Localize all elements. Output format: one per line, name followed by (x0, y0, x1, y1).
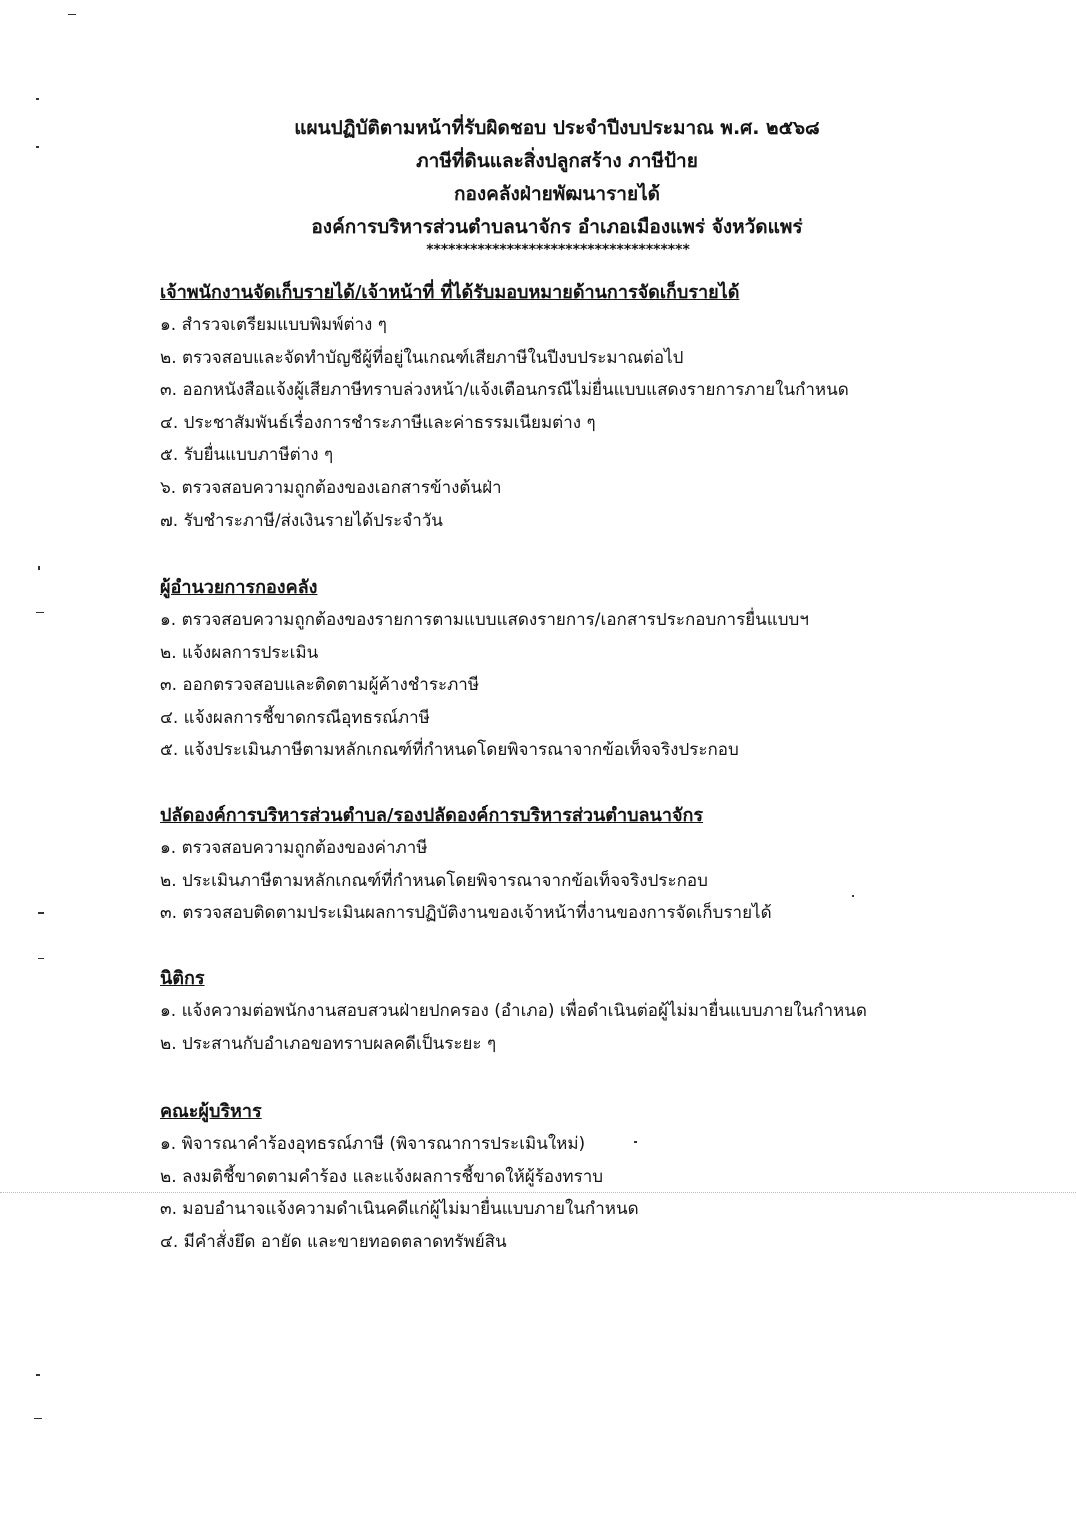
list-item: ๔. แจ้งผลการชี้ขาดกรณีอุทธรณ์ภาษี (160, 707, 430, 728)
list-item: ๖. ตรวจสอบความถูกต้องของเอกสารข้างต้นฝ่า (160, 477, 502, 498)
separator-stars: ************************************ (426, 242, 690, 258)
section-title: เจ้าพนักงานจัดเก็บรายได้/เจ้าหน้าที่ ที่ได้รับมอบหมายด้านการจัดเก็บรายได้ (160, 282, 740, 303)
document-header (0, 112, 1076, 258)
list-item: ๑. ตรวจสอบความถูกต้องของค่าภาษี (160, 838, 428, 858)
division-name: กองคลังฝ่ายพัฒนารายได้ (453, 183, 660, 205)
section-title: ผู้อำนวยการกองคลัง (160, 577, 318, 598)
list-item: ๕. รับยื่นแบบภาษีต่าง ๆ (160, 445, 334, 466)
organization-name: องค์การบริหารส่วนตำบลนาจักร อำเภอเมืองแพร่ จังหวัดแพร่ (311, 216, 803, 238)
list-item: ๒. แจ้งผลการประเมิน (160, 642, 319, 663)
section-legal-officer (160, 962, 1060, 1060)
section-title: นิติกร (160, 968, 205, 989)
section-chief-administrator (160, 799, 1060, 930)
list-item: ๑. แจ้งความต่อพนักงานสอบสวนฝ่ายปกครอง (อำเภอ) เพื่อดำเนินต่อผู้ไม่มายื่นแบบภายในกำหนด (160, 1001, 867, 1021)
section-executives (160, 1095, 1060, 1258)
list-item: ๑. สำรวจเตรียมแบบพิมพ์ต่าง ๆ (160, 315, 387, 335)
list-item: ๒. ตรวจสอบและจัดทำบัญชีผู้ที่อยู่ในเกณฑ์เสียภาษีในปีงบประมาณต่อไป (160, 347, 684, 368)
list-item: ๓. ออกหนังสือแจ้งผู้เสียภาษีทราบล่วงหน้า/แจ้งเตือนกรณีไม่ยื่นแบบแสดงรายการภายในกำหนด (160, 380, 849, 401)
document-title: แผนปฏิบัติตามหน้าที่รับผิดชอบ ประจำปีงบประมาณ พ.ศ. ๒๕๖๘ (294, 117, 820, 139)
section-revenue-officer (160, 276, 1060, 537)
list-item: ๓. ตรวจสอบติดตามประเมินผลการปฏิบัติงานของเจ้าหน้าที่งานของการจัดเก็บรายได้ (160, 903, 772, 924)
section-finance-director (160, 571, 1060, 767)
section-title: ปลัดองค์การบริหารส่วนตำบล/รองปลัดองค์การบริหารส่วนตำบลนาจักร (160, 805, 704, 826)
list-item: ๕. แจ้งประเมินภาษีตามหลักเกณฑ์ที่กำหนดโดยพิจารณาจากข้อเท็จจริงประกอบ (160, 740, 739, 761)
list-item: ๑. ตรวจสอบความถูกต้องของรายการตามแบบแสดงรายการ/เอกสารประกอบการยื่นแบบฯ (160, 610, 809, 630)
list-item: ๒. ประสานกับอำเภอขอทราบผลคดีเป็นระยะ ๆ (160, 1033, 497, 1054)
tax-types: ภาษีที่ดินและสิ่งปลูกสร้าง ภาษีป้าย (416, 150, 698, 172)
section-title: คณะผู้บริหาร (160, 1101, 262, 1122)
list-item: ๑. พิจารณาคำร้องอุทธรณ์ภาษี (พิจารณาการประเมินใหม่) (160, 1134, 586, 1154)
list-item: ๓. มอบอำนาจแจ้งความดำเนินคดีแก่ผู้ไม่มายื่นแบบภายในกำหนด (160, 1199, 639, 1220)
list-item: ๒. ลงมติชี้ขาดตามคำร้อง และแจ้งผลการชี้ขาดให้ผู้ร้องทราบ (160, 1166, 604, 1187)
list-item: ๓. ออกตรวจสอบและติดตามผู้ค้างชำระภาษี (160, 675, 480, 696)
list-item: ๔. ประชาสัมพันธ์เรื่องการชำระภาษีและค่าธรรมเนียมต่าง ๆ (160, 412, 596, 433)
list-item: ๒. ประเมินภาษีตามหลักเกณฑ์ที่กำหนดโดยพิจารณาจากข้อเท็จจริงประกอบ (160, 870, 708, 891)
list-item: ๔. มีคำสั่งยึด อายัด และขายทอดตลาดทรัพย์สิน (160, 1231, 507, 1252)
list-item: ๗. รับชำระภาษี/ส่งเงินรายได้ประจำวัน (160, 510, 443, 531)
